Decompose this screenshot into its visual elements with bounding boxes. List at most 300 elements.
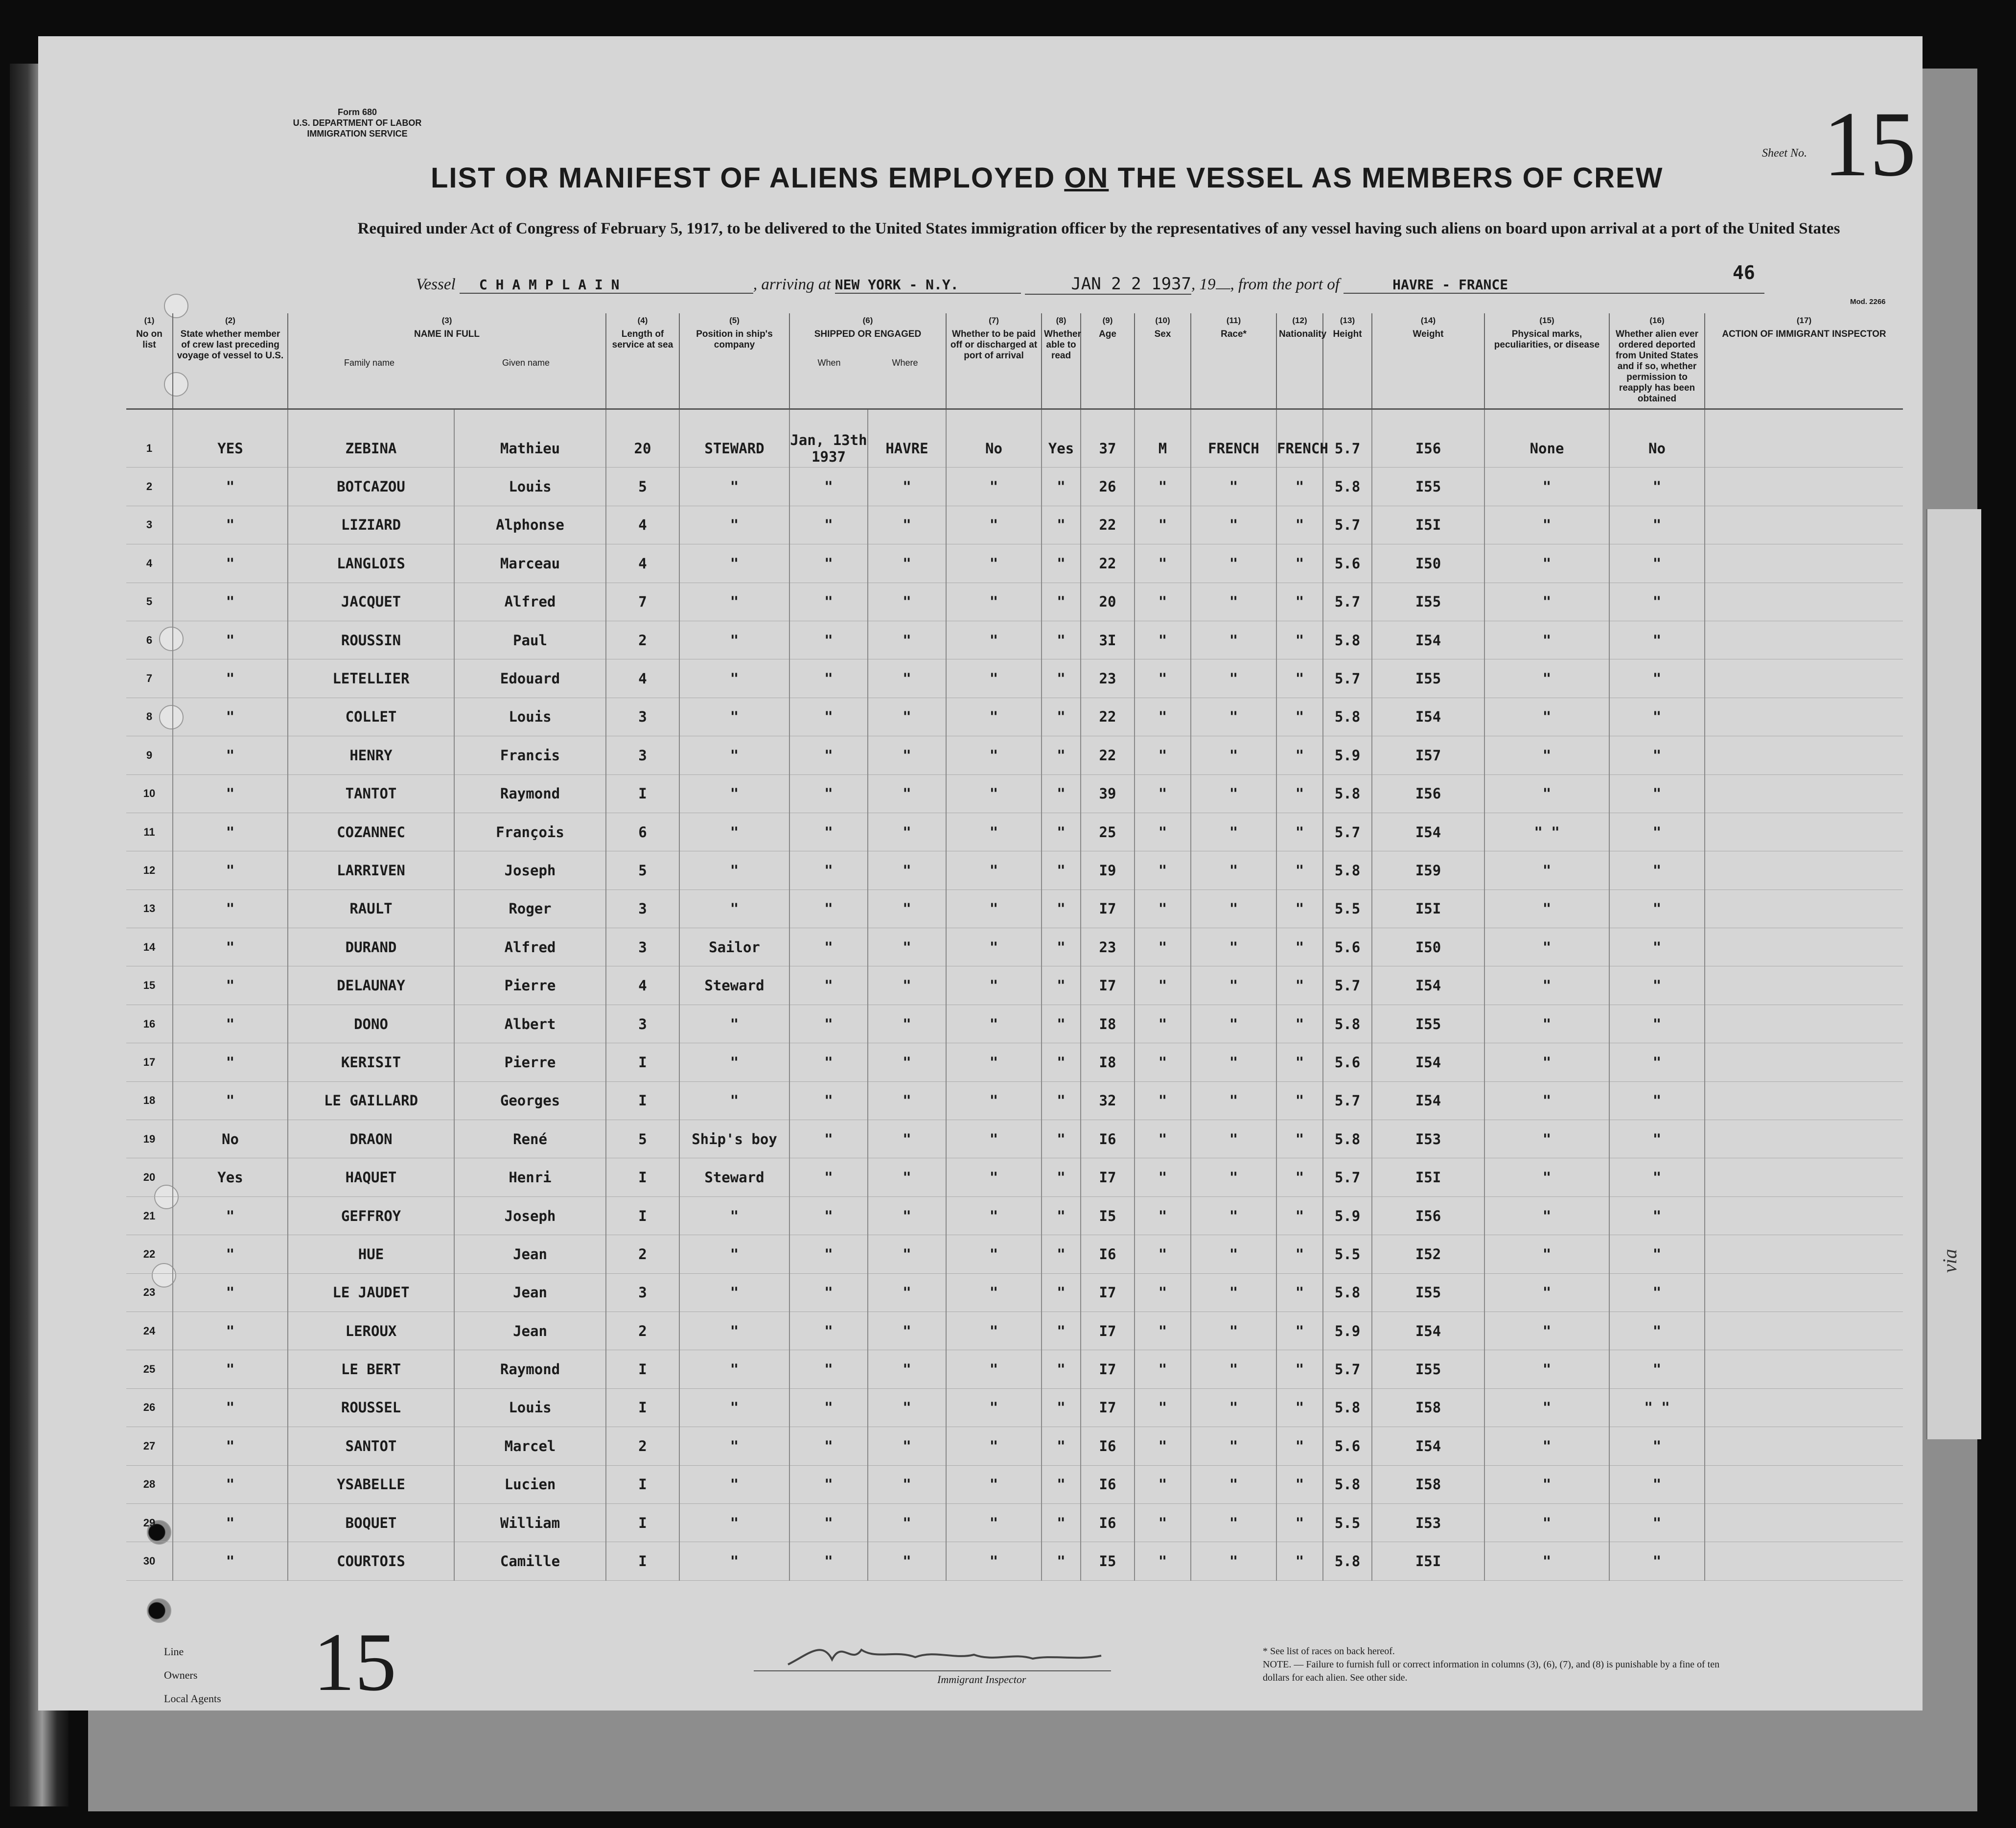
cell-weight: I57 <box>1372 736 1484 774</box>
cell-paid: " <box>946 544 1042 583</box>
cell-age: 32 <box>1081 1081 1135 1120</box>
cell-age: 37 <box>1081 409 1135 468</box>
cell-height: 5.7 <box>1323 1158 1372 1196</box>
cell-no: 18 <box>126 1081 173 1120</box>
cell-position: " <box>679 1005 789 1043</box>
cell-weight: I5I <box>1372 506 1484 544</box>
cell-weight: I53 <box>1372 1503 1484 1542</box>
cell-given: Marcel <box>454 1427 606 1465</box>
cell-no: 17 <box>126 1043 173 1081</box>
cell-family: DURAND <box>288 928 454 966</box>
cell-no: 2 <box>126 468 173 506</box>
cell-where: " <box>868 1235 946 1273</box>
line-label: Line <box>164 1645 184 1658</box>
cell-family: BOTCAZOU <box>288 468 454 506</box>
cell-sex: " <box>1135 1081 1191 1120</box>
cell-height: 5.7 <box>1323 659 1372 698</box>
manifest-title <box>431 162 1663 194</box>
cell-weight: I54 <box>1372 1312 1484 1350</box>
cell-service: I <box>606 1081 679 1120</box>
cell-no: 1 <box>126 409 173 468</box>
cell-weight: I58 <box>1372 1465 1484 1503</box>
cell-height: 5.7 <box>1323 409 1372 468</box>
cell-paid: " <box>946 583 1042 621</box>
cell-position: Sailor <box>679 928 789 966</box>
cell-position: " <box>679 621 789 659</box>
cell-position: " <box>679 544 789 583</box>
cell-age: 22 <box>1081 544 1135 583</box>
cell-sex: " <box>1135 851 1191 890</box>
cell-height: 5.6 <box>1323 1043 1372 1081</box>
cell-position: " <box>679 851 789 890</box>
table-row <box>126 1465 1903 1503</box>
col-age-header: (9) Age <box>1081 313 1135 409</box>
cell-sex: " <box>1135 736 1191 774</box>
cell-height: 5.9 <box>1323 1196 1372 1235</box>
cell-sex: " <box>1135 1196 1191 1235</box>
side-tab <box>1926 509 1981 1439</box>
cell-where: " <box>868 1273 946 1312</box>
cell-prev: " <box>173 659 288 698</box>
cell-race: " <box>1191 966 1276 1005</box>
cell-no: 30 <box>126 1542 173 1580</box>
cell-given: Georges <box>454 1081 606 1120</box>
cell-position: " <box>679 890 789 928</box>
cell-prev: " <box>173 966 288 1005</box>
cell-nationality: FRENCH <box>1276 409 1323 468</box>
cell-weight: I55 <box>1372 1273 1484 1312</box>
cell-service: 2 <box>606 1312 679 1350</box>
cell-deported: " <box>1609 621 1705 659</box>
cell-position: Steward <box>679 1158 789 1196</box>
cell-deported: " <box>1609 774 1705 813</box>
cell-sex: " <box>1135 1312 1191 1350</box>
cell-race: " <box>1191 1465 1276 1503</box>
cell-nationality: " <box>1276 1043 1323 1081</box>
cell-position: " <box>679 1350 789 1388</box>
cell-deported: " <box>1609 659 1705 698</box>
cell-where: " <box>868 1043 946 1081</box>
cell-action <box>1705 1465 1903 1503</box>
inspector-signature <box>778 1635 1121 1674</box>
cell-paid: " <box>946 890 1042 928</box>
cell-given: Pierre <box>454 1043 606 1081</box>
cell-given: Mathieu <box>454 409 606 468</box>
cell-where: " <box>868 1503 946 1542</box>
cell-no: 21 <box>126 1196 173 1235</box>
cell-weight: I5I <box>1372 1158 1484 1196</box>
cell-weight: I54 <box>1372 1427 1484 1465</box>
cell-action <box>1705 928 1903 966</box>
cell-age: I7 <box>1081 1388 1135 1427</box>
table-row <box>126 1043 1903 1081</box>
cell-read: " <box>1042 1465 1081 1503</box>
cell-prev: " <box>173 621 288 659</box>
cell-weight: I53 <box>1372 1120 1484 1158</box>
cell-read: " <box>1042 1350 1081 1388</box>
cell-deported: No <box>1609 409 1705 468</box>
table-row <box>126 1005 1903 1043</box>
cell-deported: " <box>1609 851 1705 890</box>
cell-when: " <box>789 1005 868 1043</box>
cell-read: " <box>1042 1005 1081 1043</box>
cell-marks: " <box>1484 1235 1609 1273</box>
cell-read: Yes <box>1042 409 1081 468</box>
cell-height: 5.8 <box>1323 1005 1372 1043</box>
cell-where: " <box>868 851 946 890</box>
cell-sex: " <box>1135 890 1191 928</box>
cell-when: " <box>789 659 868 698</box>
cell-weight: I54 <box>1372 966 1484 1005</box>
cell-height: 5.5 <box>1323 1235 1372 1273</box>
cell-family: ROUSSEL <box>288 1388 454 1427</box>
cell-height: 5.8 <box>1323 1273 1372 1312</box>
cell-service: I <box>606 1158 679 1196</box>
cell-prev: " <box>173 698 288 736</box>
cell-no: 23 <box>126 1273 173 1312</box>
table-row <box>126 851 1903 890</box>
cell-paid: " <box>946 1427 1042 1465</box>
cell-action <box>1705 813 1903 851</box>
cell-prev: " <box>173 1312 288 1350</box>
cell-nationality: " <box>1276 506 1323 544</box>
cell-marks: None <box>1484 409 1609 468</box>
cell-height: 5.5 <box>1323 890 1372 928</box>
cell-marks: " <box>1484 1158 1609 1196</box>
cell-family: KERISIT <box>288 1043 454 1081</box>
when-header: When <box>817 358 841 368</box>
cell-action <box>1705 851 1903 890</box>
cell-action <box>1705 468 1903 506</box>
cell-where: " <box>868 698 946 736</box>
departure-port: HAVRE - FRANCE <box>1344 277 1764 294</box>
cell-paid: " <box>946 1388 1042 1427</box>
cell-marks: " <box>1484 1196 1609 1235</box>
cell-sex: " <box>1135 1273 1191 1312</box>
cell-where: " <box>868 1350 946 1388</box>
cell-given: Camille <box>454 1542 606 1580</box>
cell-marks: " <box>1484 1081 1609 1120</box>
cell-read: " <box>1042 1196 1081 1235</box>
cell-no: 19 <box>126 1120 173 1158</box>
cell-nationality: " <box>1276 736 1323 774</box>
cell-deported: " <box>1609 1043 1705 1081</box>
cell-action <box>1705 774 1903 813</box>
cell-paid: " <box>946 928 1042 966</box>
table-row <box>126 1196 1903 1235</box>
cell-weight: I56 <box>1372 1196 1484 1235</box>
cell-where: " <box>868 468 946 506</box>
cell-action <box>1705 1158 1903 1196</box>
cell-read: " <box>1042 1542 1081 1580</box>
cell-nationality: " <box>1276 659 1323 698</box>
cell-given: Alfred <box>454 928 606 966</box>
cell-no: 9 <box>126 736 173 774</box>
cell-position: " <box>679 1388 789 1427</box>
cell-action <box>1705 890 1903 928</box>
cell-action <box>1705 1388 1903 1427</box>
cell-when: " <box>789 928 868 966</box>
cell-marks: " <box>1484 851 1609 890</box>
cell-family: DRAON <box>288 1120 454 1158</box>
cell-weight: I5I <box>1372 1542 1484 1580</box>
cell-sex: " <box>1135 1005 1191 1043</box>
cell-age: I7 <box>1081 966 1135 1005</box>
cell-where: " <box>868 890 946 928</box>
cell-height: 5.9 <box>1323 736 1372 774</box>
cell-when: " <box>789 1465 868 1503</box>
cell-age: I5 <box>1081 1542 1135 1580</box>
cell-no: 28 <box>126 1465 173 1503</box>
cell-no: 14 <box>126 928 173 966</box>
cell-sex: " <box>1135 659 1191 698</box>
cell-family: COLLET <box>288 698 454 736</box>
cell-given: René <box>454 1120 606 1158</box>
cell-height: 5.8 <box>1323 698 1372 736</box>
crew-manifest-table <box>126 313 1903 1581</box>
cell-age: 22 <box>1081 506 1135 544</box>
cell-where: " <box>868 506 946 544</box>
arrival-date-stamp: JAN 2 2 1937 <box>1025 274 1191 295</box>
cell-deported: " <box>1609 698 1705 736</box>
cell-nationality: " <box>1276 966 1323 1005</box>
cell-race: " <box>1191 1312 1276 1350</box>
cell-marks: " <box>1484 890 1609 928</box>
family-name-header: Family name <box>344 358 394 368</box>
cell-where: " <box>868 813 946 851</box>
cell-age: 26 <box>1081 468 1135 506</box>
cell-deported: " <box>1609 1273 1705 1312</box>
cell-position: " <box>679 1196 789 1235</box>
cell-race: " <box>1191 851 1276 890</box>
cell-deported: " <box>1609 1312 1705 1350</box>
cell-given: Albert <box>454 1005 606 1043</box>
cell-marks: " <box>1484 1503 1609 1542</box>
cell-weight: I50 <box>1372 544 1484 583</box>
cell-given: Alphonse <box>454 506 606 544</box>
table-row <box>126 1273 1903 1312</box>
cell-sex: " <box>1135 1043 1191 1081</box>
cell-sex: " <box>1135 468 1191 506</box>
cell-prev: Yes <box>173 1158 288 1196</box>
cell-service: I <box>606 774 679 813</box>
cell-no: 26 <box>126 1388 173 1427</box>
cell-family: BOQUET <box>288 1503 454 1542</box>
cell-position: " <box>679 468 789 506</box>
cell-no: 5 <box>126 583 173 621</box>
manifest-subtitle: Required under Act of Congress of February 5, 1917, to be delivered to the United States immigration officer by the representatives of any vessel having such aliens on board upon arrival at a port of the United States <box>357 220 1840 237</box>
cell-height: 5.7 <box>1323 813 1372 851</box>
cell-paid: " <box>946 659 1042 698</box>
col-read-header: (8) Whether able to read <box>1042 313 1081 409</box>
cell-age: I6 <box>1081 1120 1135 1158</box>
cell-prev: " <box>173 468 288 506</box>
cell-given: Marceau <box>454 544 606 583</box>
cell-paid: " <box>946 966 1042 1005</box>
cell-given: Roger <box>454 890 606 928</box>
cell-service: I <box>606 1043 679 1081</box>
cell-where: " <box>868 1542 946 1580</box>
cell-age: 22 <box>1081 736 1135 774</box>
cell-action <box>1705 506 1903 544</box>
local-agents-label: Local Agents <box>164 1692 221 1705</box>
cell-where: " <box>868 1081 946 1120</box>
cell-where: " <box>868 1312 946 1350</box>
cell-when: " <box>789 468 868 506</box>
cell-position: " <box>679 813 789 851</box>
cell-deported: " <box>1609 736 1705 774</box>
cell-age: 23 <box>1081 928 1135 966</box>
footer-sheet-number: 15 <box>313 1616 396 1708</box>
cell-read: " <box>1042 468 1081 506</box>
cell-age: 3I <box>1081 621 1135 659</box>
cell-sex: " <box>1135 1503 1191 1542</box>
cell-action <box>1705 1043 1903 1081</box>
cell-age: 23 <box>1081 659 1135 698</box>
col-weight-header: (14) Weight <box>1372 313 1484 409</box>
cell-service: I <box>606 1196 679 1235</box>
cell-prev: " <box>173 583 288 621</box>
cell-when: " <box>789 1388 868 1427</box>
cell-position: " <box>679 1081 789 1120</box>
cell-action <box>1705 1312 1903 1350</box>
form-number: Form 680 <box>337 107 377 117</box>
cell-given: Francis <box>454 736 606 774</box>
cell-deported: " <box>1609 583 1705 621</box>
cell-height: 5.8 <box>1323 621 1372 659</box>
cell-weight: I56 <box>1372 409 1484 468</box>
cell-nationality: " <box>1276 1465 1323 1503</box>
cell-where: " <box>868 966 946 1005</box>
cell-race: " <box>1191 583 1276 621</box>
cell-when: " <box>789 966 868 1005</box>
cell-age: I7 <box>1081 890 1135 928</box>
cell-sex: " <box>1135 698 1191 736</box>
cell-read: " <box>1042 890 1081 928</box>
cell-when: " <box>789 1273 868 1312</box>
cell-action <box>1705 1120 1903 1158</box>
cell-paid: No <box>946 409 1042 468</box>
cell-action <box>1705 583 1903 621</box>
cell-weight: I52 <box>1372 1235 1484 1273</box>
cell-service: 2 <box>606 621 679 659</box>
header-row <box>126 313 1903 409</box>
cell-age: I7 <box>1081 1350 1135 1388</box>
vessel-name: C H A M P L A I N <box>460 277 753 294</box>
cell-height: 5.7 <box>1323 966 1372 1005</box>
cell-family: GEFFROY <box>288 1196 454 1235</box>
cell-deported: " <box>1609 468 1705 506</box>
cell-given: Joseph <box>454 851 606 890</box>
cell-age: I8 <box>1081 1005 1135 1043</box>
cell-age: I5 <box>1081 1196 1135 1235</box>
col-deported-header: (16) Whether alien ever ordered deported from United States and if so, whether permission to reapply has been obtained <box>1609 313 1705 409</box>
cell-weight: I54 <box>1372 813 1484 851</box>
cell-read: " <box>1042 583 1081 621</box>
cell-height: 5.6 <box>1323 928 1372 966</box>
col-position-header: (5) Position in ship's company <box>679 313 789 409</box>
cell-race: " <box>1191 1196 1276 1235</box>
col-previous-voyage-header: (2) State whether member of crew last preceding voyage of vessel to U.S. <box>173 313 288 409</box>
cell-paid: " <box>946 1503 1042 1542</box>
cell-read: " <box>1042 1158 1081 1196</box>
cell-race: " <box>1191 468 1276 506</box>
cell-race: " <box>1191 1120 1276 1158</box>
cell-paid: " <box>946 1120 1042 1158</box>
cell-where: " <box>868 1388 946 1427</box>
cell-family: DONO <box>288 1005 454 1043</box>
cell-read: " <box>1042 506 1081 544</box>
cell-paid: " <box>946 1196 1042 1235</box>
cell-marks: " <box>1484 1465 1609 1503</box>
cell-deported: " <box>1609 506 1705 544</box>
cell-race: " <box>1191 1427 1276 1465</box>
cell-when: " <box>789 813 868 851</box>
cell-race: " <box>1191 544 1276 583</box>
mod-number: Mod. 2266 <box>1850 298 1886 306</box>
cell-paid: " <box>946 621 1042 659</box>
cell-given: Jean <box>454 1312 606 1350</box>
cell-prev: " <box>173 928 288 966</box>
cell-nationality: " <box>1276 1081 1323 1120</box>
arriving-label: , arriving at <box>753 276 831 293</box>
cell-weight: I59 <box>1372 851 1484 890</box>
cell-race: " <box>1191 698 1276 736</box>
table-row <box>126 698 1903 736</box>
cell-sex: " <box>1135 1120 1191 1158</box>
cell-action <box>1705 1235 1903 1273</box>
cell-when: " <box>789 890 868 928</box>
cell-sex: " <box>1135 774 1191 813</box>
cell-race: " <box>1191 736 1276 774</box>
cell-position: " <box>679 1273 789 1312</box>
cell-sex: M <box>1135 409 1191 468</box>
cell-action <box>1705 1350 1903 1388</box>
table-row <box>126 813 1903 851</box>
table-row <box>126 544 1903 583</box>
cell-where: " <box>868 736 946 774</box>
cell-nationality: " <box>1276 813 1323 851</box>
cell-nationality: " <box>1276 1542 1323 1580</box>
cell-nationality: " <box>1276 928 1323 966</box>
cell-position: " <box>679 659 789 698</box>
cell-race: " <box>1191 1005 1276 1043</box>
cell-family: SANTOT <box>288 1427 454 1465</box>
cell-service: 4 <box>606 506 679 544</box>
cell-paid: " <box>946 1043 1042 1081</box>
cell-service: 6 <box>606 813 679 851</box>
cell-when: " <box>789 774 868 813</box>
cell-service: I <box>606 1542 679 1580</box>
cell-deported: " <box>1609 813 1705 851</box>
cell-nationality: " <box>1276 1350 1323 1388</box>
cell-action <box>1705 1273 1903 1312</box>
cell-paid: " <box>946 736 1042 774</box>
cell-deported: " <box>1609 1235 1705 1273</box>
col-action-header: (17) ACTION OF IMMIGRANT INSPECTOR <box>1705 313 1903 409</box>
cell-race: " <box>1191 813 1276 851</box>
cell-family: TANTOT <box>288 774 454 813</box>
cell-no: 20 <box>126 1158 173 1196</box>
cell-sex: " <box>1135 813 1191 851</box>
cell-action <box>1705 1196 1903 1235</box>
cell-age: I6 <box>1081 1427 1135 1465</box>
sheet-label: Sheet No. <box>1762 147 1807 160</box>
table-row <box>126 506 1903 544</box>
cell-age: I7 <box>1081 1158 1135 1196</box>
cell-position: " <box>679 506 789 544</box>
cell-action <box>1705 698 1903 736</box>
